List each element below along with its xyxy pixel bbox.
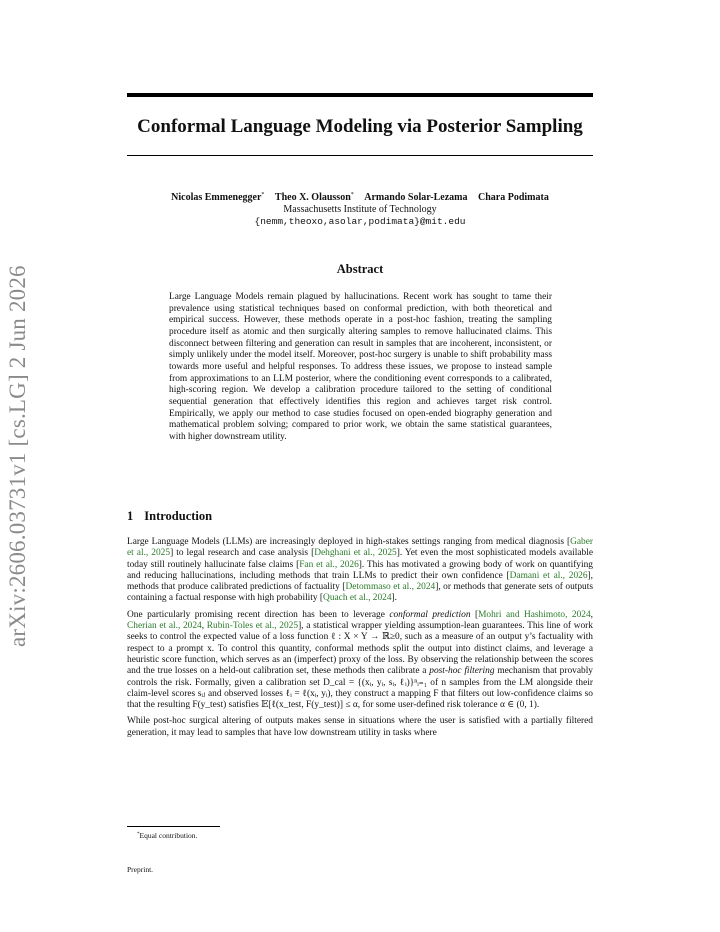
title-bottom-rule bbox=[127, 155, 593, 156]
author-name: Nicolas Emmenegger* bbox=[171, 192, 265, 203]
citation-link[interactable]: Dehghani et al., 2025 bbox=[314, 548, 397, 559]
abstract-text: Large Language Models remain plagued by hallucinations. Recent work has sought to tame their prevalence using statistical techniques based on conformal prediction, with both theoretical and empirical success. However, these methods operate in a post-hoc fashion, treating the sampling procedure itself as atomic and then surgically altering samples to remove hallucinated claims. This disconnect between filtering and generation can result in samples that are incoherent, inconsistent, or simply unlikely under the model itself. Moreover, post-hoc surgery is unable to shift probability mass towards more useful and helpful responses. To address these issues, we propose to instead sample from approximations to an LLM posterior, where the conditioning event corresponds to a calibrated, high-scoring region. We develop a calibration procedure tailored to the setting of conditional sequential generation that effectively identifies this region and achieves target risk control. Empirically, we apply our method to case studies focused on open-ended biography generation and mathematical problem solving; compared to prior work, we obtain the same statistical guarantees, with higher downstream utility. bbox=[169, 292, 552, 442]
paragraph: One particularly promising recent direction has been to leverage conformal prediction [Mohri and Hashimoto, 2024, Cherian et al., 2024, Rubin-Toles et al., 2025], a statistical wrapper yielding assumption-lean guarantees. This line of work seeks to control the expected value of a loss function ℓ : X × Y → ℝ≥0, such as a measure of an output y’s factuality with respect to a prompt x. To control this quantity, conformal methods split the output into distinct claims, and leverage a heuristic score function, which serves as an (imperfect) proxy of the loss. By observing the relationship between the scores and the true losses on a held-out calibration set, these methods then calibrate a post-hoc filtering mechanism that provably controls the risk. Formally, given a calibration set D_cal = {(xᵢ, yᵢ, sᵢ, ℓᵢ)}ⁿᵢ₌₁ of n samples from the LM alongside their claim-level scores sᵢⱼ and observed losses ℓᵢ = ℓ(xᵢ, yᵢ), they construct a mapping F that filters out low-confidence claims so that the resulting F(y_test) satisfies 𝔼[ℓ(x_test, F(y_test)] ≤ α, for some user-defined risk tolerance α ∈ (0, 1). bbox=[127, 609, 593, 711]
footnote: *Equal contribution. bbox=[137, 831, 198, 840]
citation-link[interactable]: Fan et al., 2026 bbox=[299, 559, 359, 570]
section-number: 1 bbox=[127, 509, 134, 523]
citation-link[interactable]: Quach et al., 2024 bbox=[323, 593, 392, 604]
author-names bbox=[127, 189, 593, 204]
author-name: Theo X. Olausson* bbox=[274, 192, 354, 203]
preprint-label: Preprint. bbox=[127, 865, 154, 874]
citation-link[interactable]: Mohri and Hashimoto, 2024 bbox=[478, 609, 591, 620]
paragraph: Large Language Models (LLMs) are increasingly deployed in high-stakes settings ranging from medical diagnosis [Gaber et al., 2025] to legal research and case analysis [Dehghani et al., 2025]. Yet even the most sophisticated models available today still routinely hallucinate false claims [Fan et al., 2026]. This has motivated a growing body of work on quantifying and reducing hallucinations, including methods that train LLMs to predict their own confidence [Damani et al., 2026], methods that produce calibrated predictions of factuality [Detommaso et al., 2024], or methods that generate sets of outputs containing a factual response with high probability [Quach et al., 2024]. bbox=[127, 537, 593, 604]
footnote-rule bbox=[127, 826, 220, 827]
abstract-heading: Abstract bbox=[336, 262, 384, 276]
title-top-rule bbox=[127, 93, 593, 97]
paragraph: While post-hoc surgical altering of outputs makes sense in situations where the user is satisfied with a partially filtered generation, it may lead to samples that have low downstream utility in tasks where bbox=[127, 716, 593, 738]
arxiv-identifier-stamp: arXiv:2606.03731v1 [cs.LG] 2 Jun 2026 bbox=[5, 265, 30, 647]
citation-link[interactable]: Rubin-Toles et al., 2025 bbox=[206, 621, 299, 632]
author-block bbox=[127, 189, 593, 228]
citation-link[interactable]: Cherian et al., 2024 bbox=[127, 621, 202, 632]
section-title: Introduction bbox=[144, 509, 213, 523]
citation-link[interactable]: Gaber et al., 2025 bbox=[127, 537, 593, 559]
citation-link[interactable]: Detommaso et al., 2024 bbox=[345, 582, 436, 593]
author-name: Armando Solar-Lezama bbox=[364, 192, 468, 203]
author-email[interactable]: {nemm,theoxo,asolar,podimata}@mit.edu bbox=[254, 216, 466, 227]
author-affiliation: Massachusetts Institute of Technology bbox=[283, 204, 437, 215]
author-name: Chara Podimata bbox=[478, 192, 549, 203]
citation-link[interactable]: Damani et al., 2026 bbox=[509, 570, 588, 581]
introduction-body bbox=[127, 537, 593, 744]
section-heading bbox=[127, 509, 593, 524]
paper-title: Conformal Language Modeling via Posterior Sampling bbox=[137, 116, 583, 137]
